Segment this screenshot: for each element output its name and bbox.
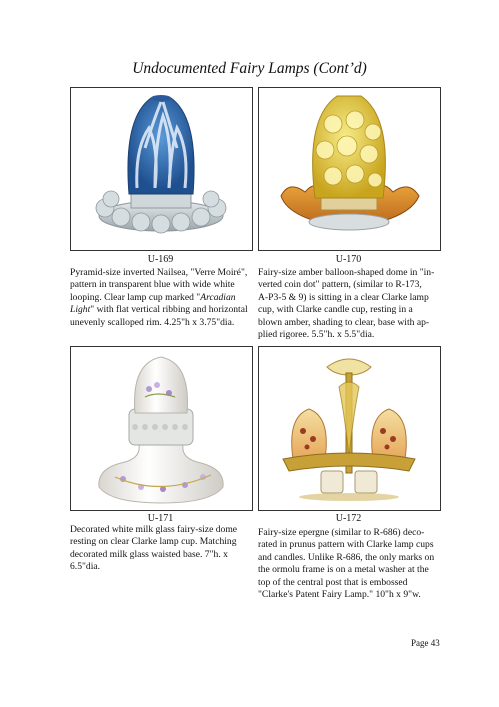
caption-line: Decorated white milk glass fairy-size dome (70, 524, 238, 535)
caption-line: verted coin dot" pattern, (similar to R-173, (258, 279, 422, 291)
caption-line: resting on clear Clarke lamp cup. Matching (70, 536, 237, 548)
caption-line: pattern in transparent blue with wide white (70, 279, 235, 291)
caption-line: blown amber, shading to clear, base with ap- (258, 316, 430, 328)
caption-line: rated in prunus pattern with Clarke lamp cups (258, 539, 434, 551)
caption-line: Fairy-size epergne (similar to R-686) deco- (258, 527, 425, 538)
caption-line: Pyramid-size inverted Nailsea, "Verre Moiré", (70, 267, 248, 278)
milk-glass-fairy-lamp-image (71, 347, 252, 510)
amber-fairy-lamp-image (259, 88, 440, 250)
photo-u171 (70, 346, 253, 511)
caption-line: 6.5"dia. (70, 561, 101, 573)
caption-line: plied rigoree. 5.5"h. x 5.5"dia. (258, 329, 375, 341)
photo-u169 (70, 87, 253, 251)
italic-text: Arcadian (200, 291, 236, 303)
item-code-u170: U-170 (335, 254, 362, 265)
caption-line: top of the central post that is embossed (258, 576, 408, 588)
caption-line: looping. Clear lamp cup marked "Arcadian (70, 291, 236, 303)
caption-line: and candles. Unlike R-686, the only marks on (258, 551, 435, 563)
caption-line: "Clarke's Patent Fairy Lamp." 10"h x 9"w. (258, 589, 421, 601)
item-code-u171: U-171 (147, 513, 174, 524)
page-title: Undocumented Fairy Lamps (Cont’d) (132, 60, 367, 77)
blue-fairy-lamp-image (71, 88, 252, 250)
epergne-fairy-lamp-image (259, 347, 440, 510)
caption-u169 (70, 267, 255, 329)
photo-u172 (258, 346, 441, 511)
italic-text: Light (70, 304, 91, 316)
caption-line: unevenly scalloped rim. 4.25"h x 3.75"dia. (70, 316, 235, 328)
caption-line: Fairy-size amber balloon-shaped dome in "in- (258, 267, 435, 278)
caption-line: cup, with Clarke candle cup, resting in a (258, 304, 413, 316)
caption-line: Light" with flat vertical ribbing and horizontal (70, 304, 248, 316)
caption-line: the ormolu frame is on a metal washer at the (258, 564, 429, 576)
item-code-u169: U-169 (147, 254, 174, 265)
page-number: Page 43 (411, 638, 440, 648)
caption-line: A-P3-5 & 9) is sitting in a clear Clarke lamp (258, 291, 429, 303)
photo-u170 (258, 87, 441, 251)
caption-u171 (70, 524, 255, 574)
caption-u170 (258, 267, 443, 341)
item-code-u172: U-172 (335, 513, 362, 524)
caption-line: decorated milk glass waisted base. 7"h. x (70, 548, 228, 560)
caption-u172 (258, 527, 443, 601)
